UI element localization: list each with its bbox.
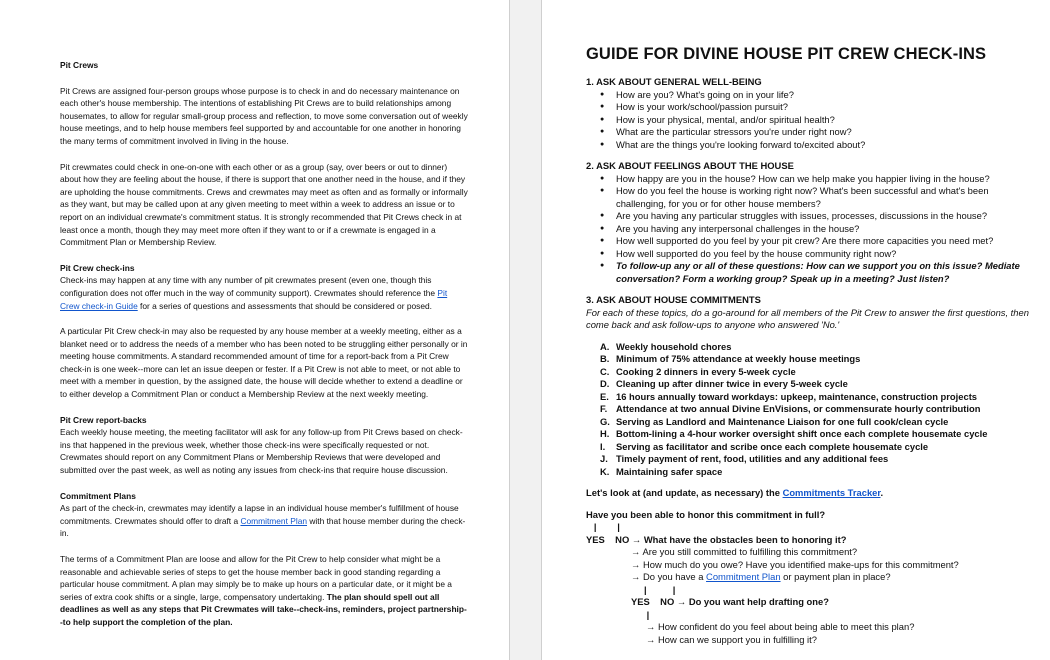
check-in-request-paragraph: A particular Pit Crew check-in may also be requested by any house member at a weekly meeting, either as a blanket need or to address the needs of a member who has been noted to be struggling either personally or in meeting house commitments. A standard recommended amount of time for a report-back from a Pit Crew check-in is one week--more can let an issue deepen or fester. If a Pit Crew is not able to meet, or not able to meet with a member in question, by the assigned date, the house will decide whether to extend a deadline or to either develop a Commitment Plan or conduct a Membership Review at the next weekly meeting. — [60, 326, 468, 400]
guide-title: GUIDE FOR DIVINE HOUSE PIT CREW CHECK-INS — [586, 45, 987, 63]
list-item: ● How well supported do you feel by the house community right now? — [600, 248, 1030, 261]
report-backs-heading: Pit Crew report-backs — [60, 414, 147, 425]
section-3-intro: For each of these topics, do a go-around for all members of the Pit Crew to answer the first questions, then come back and ask follow-ups to anyone who answered 'No.' — [586, 306, 1029, 330]
check-ins-text-a: Check-ins may happen at any time with any number of pit crewmates present (even one, though this configuration does not offer much in the way of community support). Crewmates should reference the — [60, 275, 438, 298]
list-item: ● How is your work/school/passion pursuit? — [600, 101, 1030, 114]
list-item: J. Timely payment of rent, food, utilities and any additional fees — [600, 453, 889, 464]
list-item: C. Cooking 2 dinners in every 5-week cycle — [600, 365, 796, 377]
flow-step: → How can we support you in fulfilling it? — [646, 633, 817, 645]
pit-crew-check-in-guide-link[interactable]: Pit Crew check-in Guide — [60, 287, 448, 311]
flow-step: → How much do you owe? Have you identified make-ups for this commitment? — [631, 558, 959, 570]
list-item: D. Cleaning up after dinner twice in every 5-week cycle — [600, 378, 848, 389]
terms-text: The terms of a Commitment Plan are loose and allow for the Pit Crew to help consider what might be a reasonable and achievable series of steps to get the house member back in good standing regarding a particular house commitment. A plan may simply be to make up hours on a particular date, or it might be a series of extra cook shifts or a single, large, compensatory undertaking. — [60, 554, 452, 602]
list-item: ● Are you having any particular struggles with issues, processes, discussions in the house? — [600, 210, 1030, 223]
yes-no-1: YES NO → What have the obstacles been to honoring it? — [586, 533, 847, 545]
check-ins-text-b: for a series of questions and assessments that should be considered or posed. — [137, 300, 432, 311]
list-item: F. Attendance at two annual Divine EnVisions, or commensurate hourly contribution — [600, 403, 981, 414]
pit-crews-paragraph-1: Pit Crews are assigned four-person groups whose purpose is to check in and do necessary maintenance on each other's house membership. The intentions of establishing Pit Crews are to build relationships among housemates, to allow for regular small-group process and reflection, to move some conversation out of weekly house meetings, and to help house members feel supported by and accountable for one another in honoring the many terms of commitment involved in living in the house. — [60, 85, 468, 146]
well-being-list — [586, 89, 1030, 152]
flow-pipes-1: | | — [586, 521, 620, 532]
commitment-plan-terms-paragraph — [60, 553, 469, 629]
list-item: H. Bottom-lining a 4-hour worker oversight shift once each complete housemate cycle — [600, 428, 988, 439]
list-item: ● How happy are you in the house? How can we help make you happier living in the house? — [600, 173, 1030, 186]
flow-pipes-2: | | — [631, 583, 676, 595]
pit-crews-paragraph-2: Pit crewmates could check in one-on-one with each other or as a group (say, over beers or out to dinner) about how they are feeling about the house, if there is support that one another need in the house, and if they are upholding the house commitments. Crews and crewmates may meet as often and as formally or informally as they want, but may be called upon at any given meeting to meet within a week to address an issue or to report on an individual crewmate's commitment status. It is strongly recommended that Pit Crews check in at least once a month, though they may meet more often if they want to or if a crewmate is engaged in a Commitment Plan or Membership Review. — [60, 161, 468, 248]
commitment-plans-paragraph — [60, 502, 469, 540]
flow-pipe-3: | — [631, 608, 650, 620]
list-item: E. 16 hours annually toward workdays: upkeep, maintenance, construction projects — [600, 390, 978, 402]
list-item: G. Serving as Landlord and Maintenance Liaison for one full cook/clean cycle — [600, 415, 949, 427]
left-page — [0, 0, 510, 660]
check-ins-paragraph — [60, 274, 469, 312]
pit-crews-heading: Pit Crews — [60, 60, 99, 70]
commitment-plan-link-2[interactable]: Commitment Plan — [706, 571, 781, 582]
flow-step: → How confident do you feel about being able to meet this plan? — [646, 621, 915, 632]
yes-no-2: YES NO → Do you want help drafting one? — [631, 596, 829, 607]
honor-question: Have you been able to honor this commitment in full? — [586, 508, 826, 520]
list-item: ● How well supported do you feel by your pit crew? Are there more capacities you need met? — [600, 235, 1030, 248]
commitment-plans-text-b: with that house member during the check-in. — [60, 515, 466, 539]
list-item: I. Serving as facilitator and scribe once each complete housemate cycle — [600, 440, 929, 452]
list-item: ● How is your physical, mental, and/or spiritual health? — [600, 114, 1030, 127]
check-ins-heading: Pit Crew check-ins — [60, 262, 135, 273]
section-1-heading: 1. ASK ABOUT GENERAL WELL-BEING — [586, 76, 762, 87]
commitment-plan-link[interactable]: Commitment Plan — [240, 515, 308, 526]
report-backs-paragraph: Each weekly house meeting, the meeting facilitator will ask for any follow-up from Pit Crews based on check-ins that happened in the previous week, whether those check-ins were specifically requested or not. Crewmates should report on any Commitment Plans or Membership Reviews that were developed and submitted over the past week, as well as noting any issues from check-ins that require house discussion. — [60, 427, 463, 476]
list-item: ● What are the particular stressors you're under right now? — [600, 126, 1030, 139]
flow-step: → Are you still committed to fulfilling this commitment? — [631, 546, 858, 557]
commitment-plans-heading: Commitment Plans — [60, 490, 136, 501]
list-item: ● How do you feel the house is working right now? What's been successful and what's been challenging, for you or for other house members? — [600, 185, 1030, 210]
follow-up-item: ● To follow-up any or all of these questions: How can we support you on this issue? Mediate conversation? Form a working group? Speak up in a meeting? Just listen? — [600, 260, 1030, 285]
list-item: ● What are the things you're looking forward to/excited about? — [600, 139, 1030, 152]
house-feelings-list — [586, 173, 1030, 286]
commitments-tracker-link[interactable]: Commitments Tracker — [782, 487, 881, 498]
commitments-list — [586, 341, 1030, 479]
commitment-plans-text-a: As part of the check-in, crewmates may identify a lapse in an individual house member's fulfillment of house commitments. Crewmates should offer to draft a — [60, 503, 459, 526]
section-2-heading: 2. ASK ABOUT FEELINGS ABOUT THE HOUSE — [586, 160, 794, 171]
flow-step: → Do you have a Commitment Plan or payment plan in place? — [631, 571, 891, 582]
list-item: ● How are you? What's going on in your life? — [600, 89, 1030, 102]
list-item: B. Minimum of 75% attendance at weekly house meetings — [600, 353, 861, 364]
list-item: K. Maintaining safer space — [600, 465, 723, 477]
tracker-line: Let's look at (and update, as necessary) the Commitments Tracker. — [586, 487, 884, 498]
list-item: ● Are you having any interpersonal challenges in the house? — [600, 223, 1030, 236]
terms-bold-text: The plan should spell out all deadlines as well as any steps that Pit Crewmates will take--check-ins, reminders, project partnership--to help support the completion of the plan. — [60, 591, 467, 627]
list-item: A. Weekly household chores — [600, 340, 732, 352]
right-page — [541, 0, 1050, 660]
section-3-heading: 3. ASK ABOUT HOUSE COMMITMENTS — [586, 294, 761, 305]
